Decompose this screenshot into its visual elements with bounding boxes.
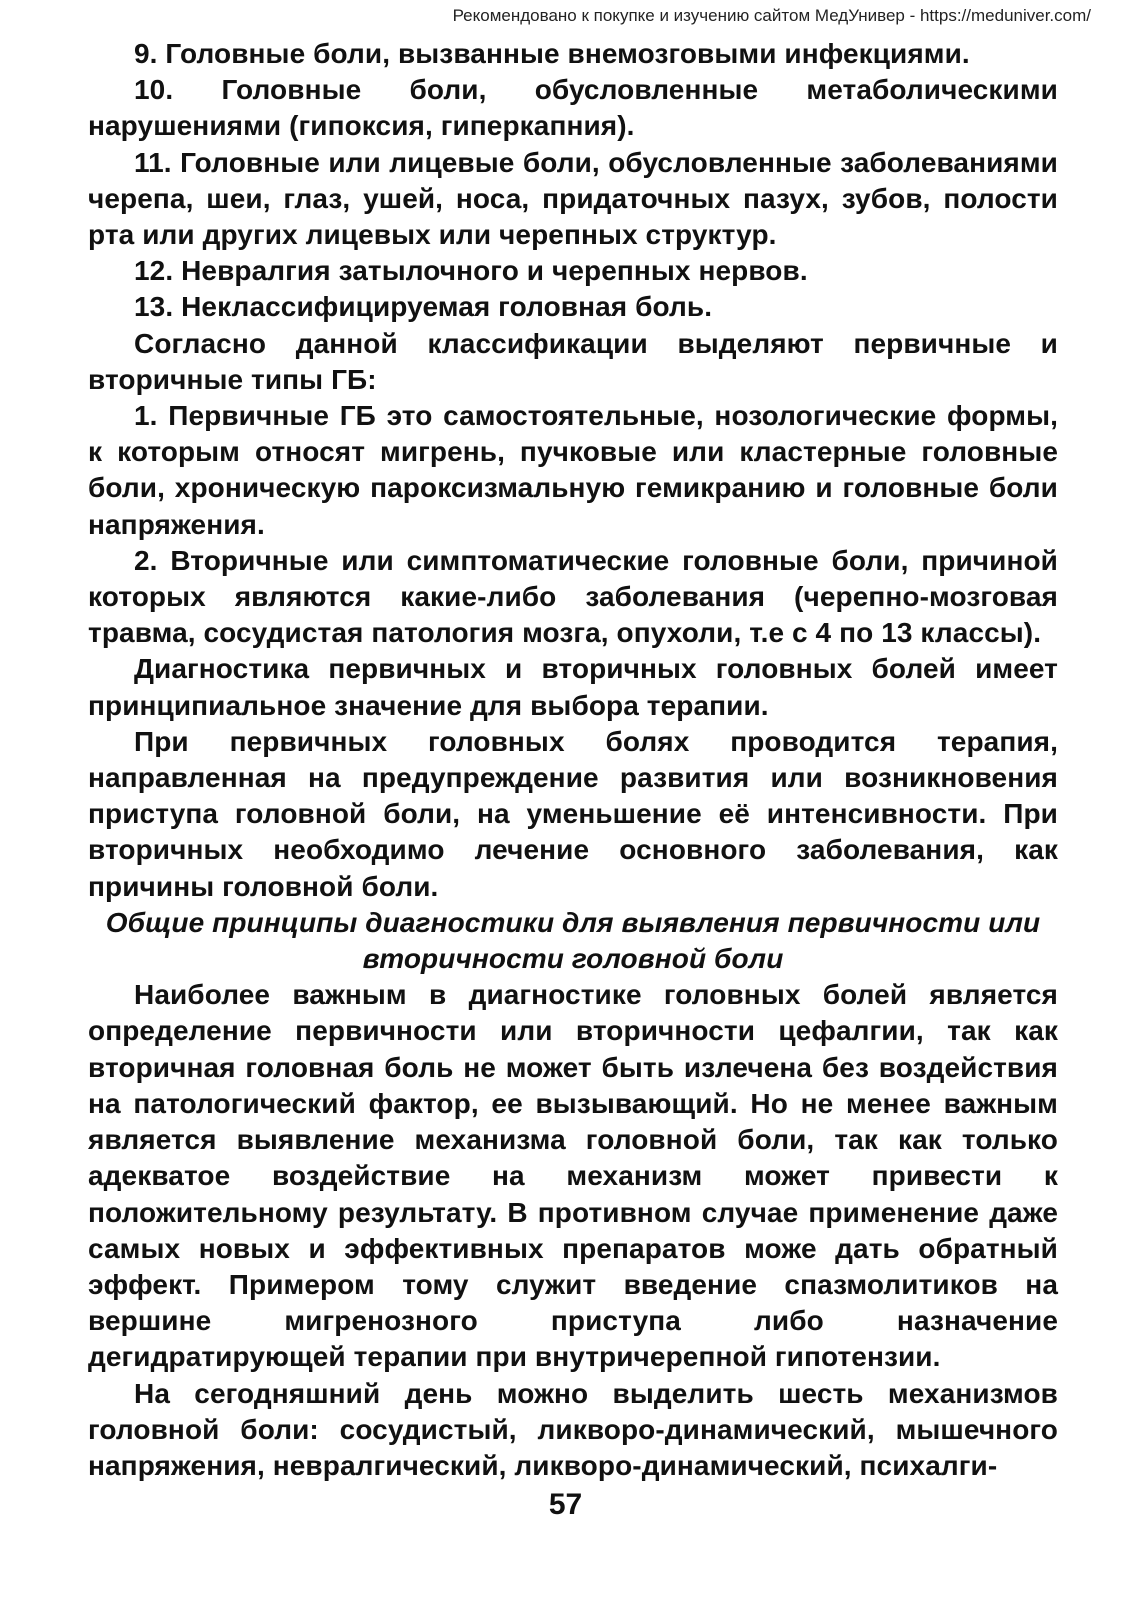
list-item-12: 12. Невралгия затылочного и черепных нервов. (134, 255, 808, 287)
section-heading: Общие принципы диагностики для выявления первичности или вторичности головной боли (105, 906, 1041, 975)
paragraph-diagnostic-principles: Наиболее важным в диагностике головных болей является определение первичности или вторичности цефалгии, так как вторичная головная боль не может быть излечена без воздействия на патологический фактор, ее вызывающий. Но не менее важным является выявление механизма головной боли, так как только адекватое воздействие на механизм может привести к положительному результату. В противном случае применение даже самых новых и эффективных препаратов може дать обратный эффект. Примером тому служит введение спазмолитиков на вершине мигренозного приступа либо назначение дегидратирующей терапии при внутричерепной гипотензии. (88, 979, 1058, 1373)
paragraph-primary-headaches: 1. Первичные ГБ это самостоятельные, нозологические формы, к которым относят мигрень, пучковые или кластерные головные боли, хроническую пароксизмальную гемикранию и головные боли напряжения. (88, 400, 1058, 540)
list-item-13: 13. Неклассифицируемая головная боль. (134, 291, 713, 323)
list-item-11: 11. Головные или лицевые боли, обусловленные заболеваниями черепа, шеи, глаз, ушей, носа, придаточных пазух, зубов, полости рта или других лицевых или черепных структур. (88, 146, 1058, 251)
paragraph-classification: Согласно данной классификации выделяют первичные и вторичные типы ГБ: (88, 327, 1058, 395)
paragraph-mechanisms: На сегодняшний день можно выделить шесть механизмов головной боли: сосудистый, ликворо-динамический, мышечного напряжения, невралгический, ликворо-динамический, психалги- (88, 1377, 1058, 1481)
list-item-9: 9. Головные боли, вызванные внемозговыми инфекциями. (134, 38, 970, 69)
list-item-10: 10. Головные боли, обусловленные метаболическими нарушениями (гипоксия, гиперкапния). (88, 74, 1058, 142)
watermark-text: Рекомендовано к покупке и изучению сайтом МедУнивер - https://meduniver.com/ (452, 6, 1091, 25)
paragraph-therapy: При первичных головных болях проводится терапия, направленная на предупреждение развития или возникновения приступа головной боли, на уменьшение её интенсивности. При вторичных необходимо лечение основного заболевания, как причины головной боли. (88, 725, 1058, 902)
page-body (88, 36, 1058, 1484)
paragraph-diagnostics: Диагностика первичных и вторичных головных болей имеет принципиальное значение для выбора терапии. (88, 653, 1058, 721)
paragraph-secondary-headaches: 2. Вторичные или симптоматические головные боли, причиной которых являются какие-либо заболевания (черепно-мозговая травма, сосудистая патология мозга, опухоли, т.е с 4 по 13 классы). (88, 544, 1058, 649)
page-number: 57 (548, 1488, 583, 1521)
